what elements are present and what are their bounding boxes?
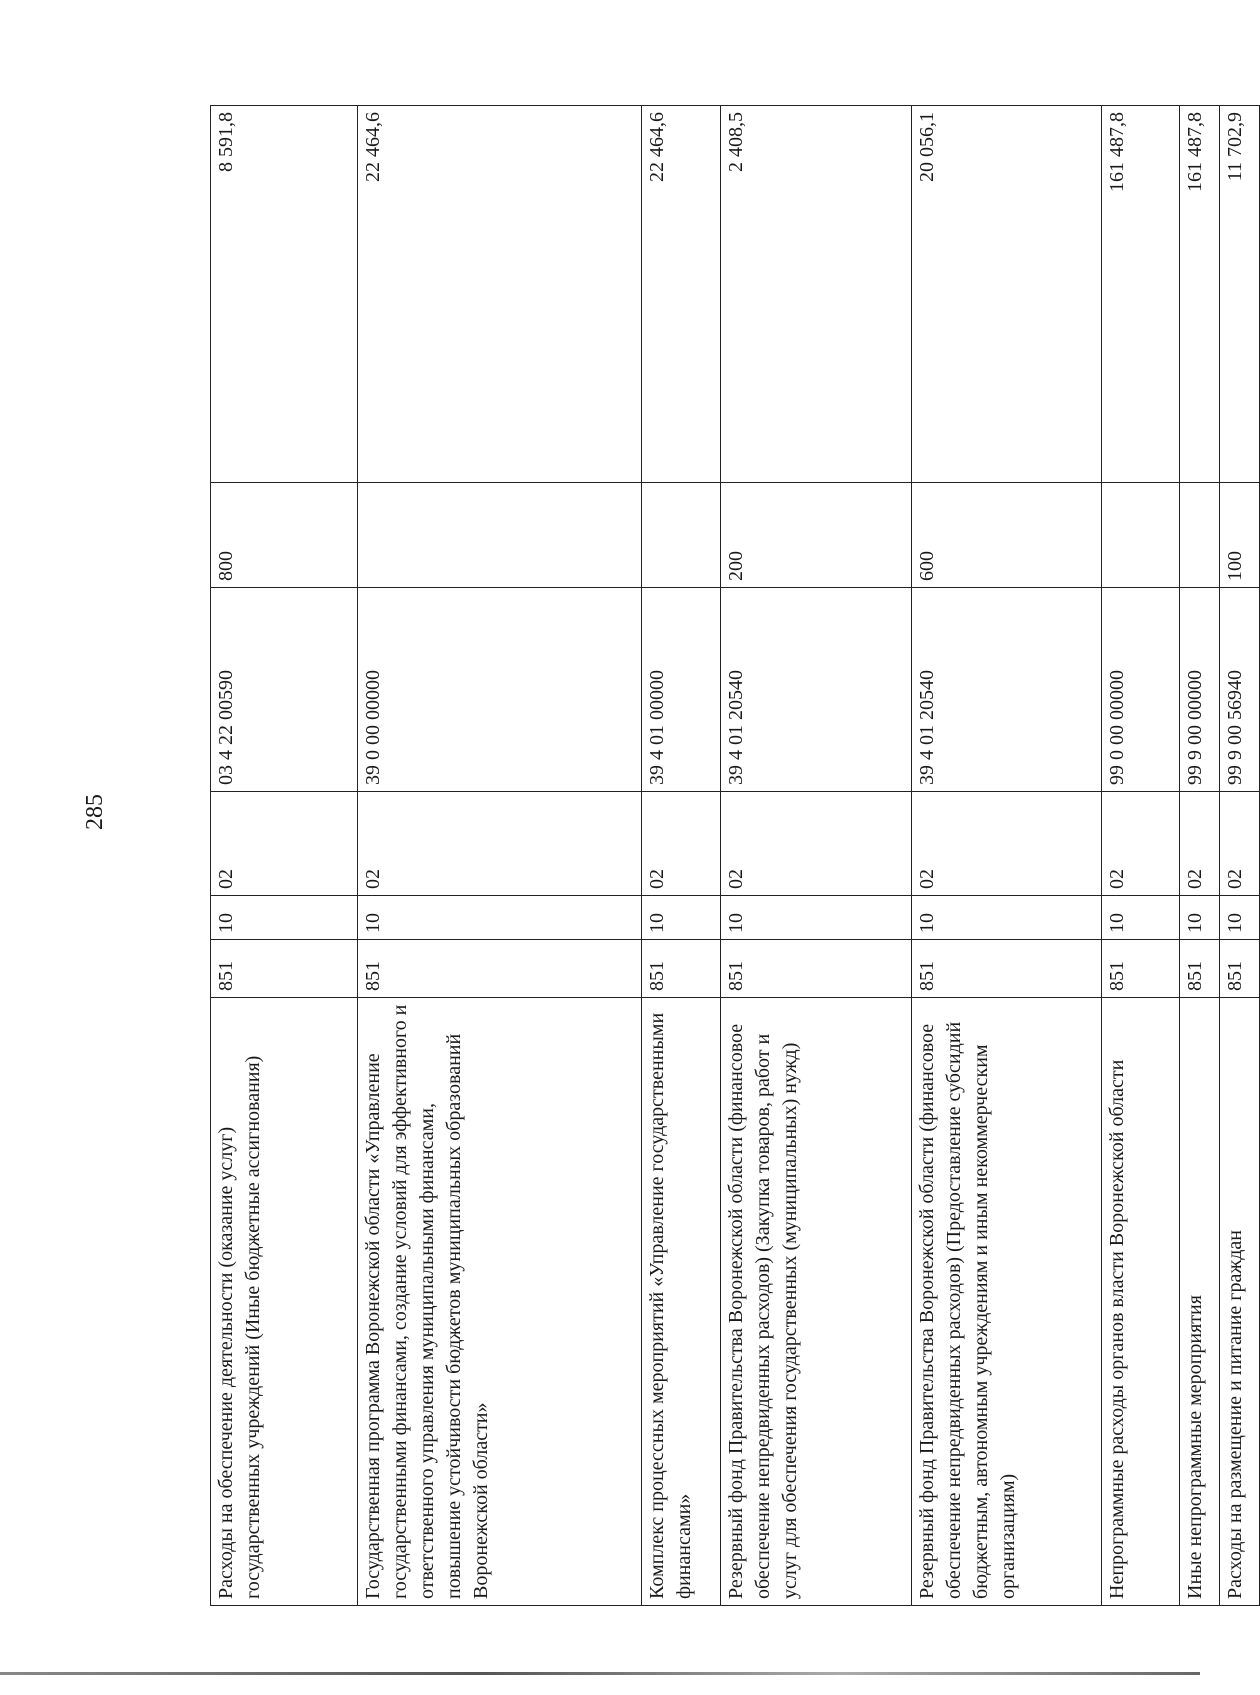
cell-vr <box>358 483 642 588</box>
cell-name: Расходы на обеспечение деятельности (оказание услуг) государственных учреждений (Иные бюджетные ассигнования) <box>211 998 358 1606</box>
cell-sum: 161 487,8 <box>1180 106 1220 483</box>
cell-name: Комплекс процессных мероприятий «Управление государственными финансами» <box>642 998 720 1606</box>
cell-rz: 10 <box>1101 896 1179 940</box>
cell-rz: 10 <box>211 896 358 940</box>
cell-ved: 851 <box>912 940 1101 998</box>
cell-sum: 22 464,6 <box>358 106 642 483</box>
cell-ved: 851 <box>1101 940 1179 998</box>
table-row <box>912 106 1101 1606</box>
cell-sum: 22 464,6 <box>642 106 720 483</box>
cell-pr: 02 <box>642 792 720 896</box>
cell-sum: 20 056,1 <box>912 106 1101 483</box>
cell-rz: 10 <box>1180 896 1220 940</box>
cell-pr: 02 <box>912 792 1101 896</box>
cell-rz: 10 <box>720 896 912 940</box>
page-number: 285 <box>82 794 108 830</box>
cell-rz: 10 <box>1220 896 1260 940</box>
cell-ved: 851 <box>720 940 912 998</box>
cell-vr: 100 <box>1220 483 1260 588</box>
cell-csr: 39 0 00 00000 <box>358 588 642 792</box>
cell-ved: 851 <box>358 940 642 998</box>
cell-ved: 851 <box>642 940 720 998</box>
cell-vr: 600 <box>912 483 1101 588</box>
cell-vr: 800 <box>211 483 358 588</box>
cell-csr: 99 0 00 00000 <box>1101 588 1179 792</box>
table-row <box>211 106 358 1606</box>
cell-vr <box>642 483 720 588</box>
table-row <box>1220 106 1260 1606</box>
cell-sum: 11 702,9 <box>1220 106 1260 483</box>
cell-rz: 10 <box>642 896 720 940</box>
cell-rz: 10 <box>358 896 642 940</box>
cell-pr: 02 <box>358 792 642 896</box>
cell-csr: 99 9 00 56940 <box>1220 588 1260 792</box>
cell-sum: 8 591,8 <box>211 106 358 483</box>
cell-rz: 10 <box>912 896 1101 940</box>
cell-ved: 851 <box>1180 940 1220 998</box>
table-row <box>642 106 720 1606</box>
cell-sum: 161 487,8 <box>1101 106 1179 483</box>
cell-csr: 39 4 01 00000 <box>642 588 720 792</box>
table-row <box>1101 106 1179 1606</box>
cell-pr: 02 <box>720 792 912 896</box>
cell-name: Резервный фонд Правительства Воронежской области (финансовое обеспечение непредвиденных расходов) (Закупка товаров, работ и услуг для обеспечения государственных (муниципальных) нужд) <box>720 998 912 1606</box>
cell-vr: 200 <box>720 483 912 588</box>
cell-vr <box>1101 483 1179 588</box>
scan-bottom-edge <box>0 1672 1200 1675</box>
cell-csr: 39 4 01 20540 <box>912 588 1101 792</box>
budget-table-container <box>210 106 1260 1606</box>
cell-ved: 851 <box>211 940 358 998</box>
cell-csr: 39 4 01 20540 <box>720 588 912 792</box>
budget-table <box>210 105 1260 1606</box>
table-row <box>1180 106 1220 1606</box>
cell-pr: 02 <box>1220 792 1260 896</box>
cell-csr: 99 9 00 00000 <box>1180 588 1220 792</box>
table-row <box>720 106 912 1606</box>
cell-pr: 02 <box>1180 792 1220 896</box>
cell-name: Иные непрограммные мероприятия <box>1180 998 1220 1606</box>
cell-ved: 851 <box>1220 940 1260 998</box>
cell-name: Непрограммные расходы органов власти Воронежской области <box>1101 998 1179 1606</box>
cell-name: Государственная программа Воронежской области «Управление государственными финансами, создание условий для эффективного и ответственного управления муниципальными финансами, повышение устойчивости бюджетов муниципальных образований Воронежской области» <box>358 998 642 1606</box>
cell-name: Резервный фонд Правительства Воронежской области (финансовое обеспечение непредвиденных расходов) (Предоставление субсидий бюджетным, автономным учреждениям и иным некоммерческим организациям) <box>912 998 1101 1606</box>
cell-name: Расходы на размещение и питание граждан <box>1220 998 1260 1606</box>
table-row <box>358 106 642 1606</box>
cell-pr: 02 <box>211 792 358 896</box>
cell-pr: 02 <box>1101 792 1179 896</box>
cell-sum: 2 408,5 <box>720 106 912 483</box>
cell-csr: 03 4 22 00590 <box>211 588 358 792</box>
cell-vr <box>1180 483 1220 588</box>
